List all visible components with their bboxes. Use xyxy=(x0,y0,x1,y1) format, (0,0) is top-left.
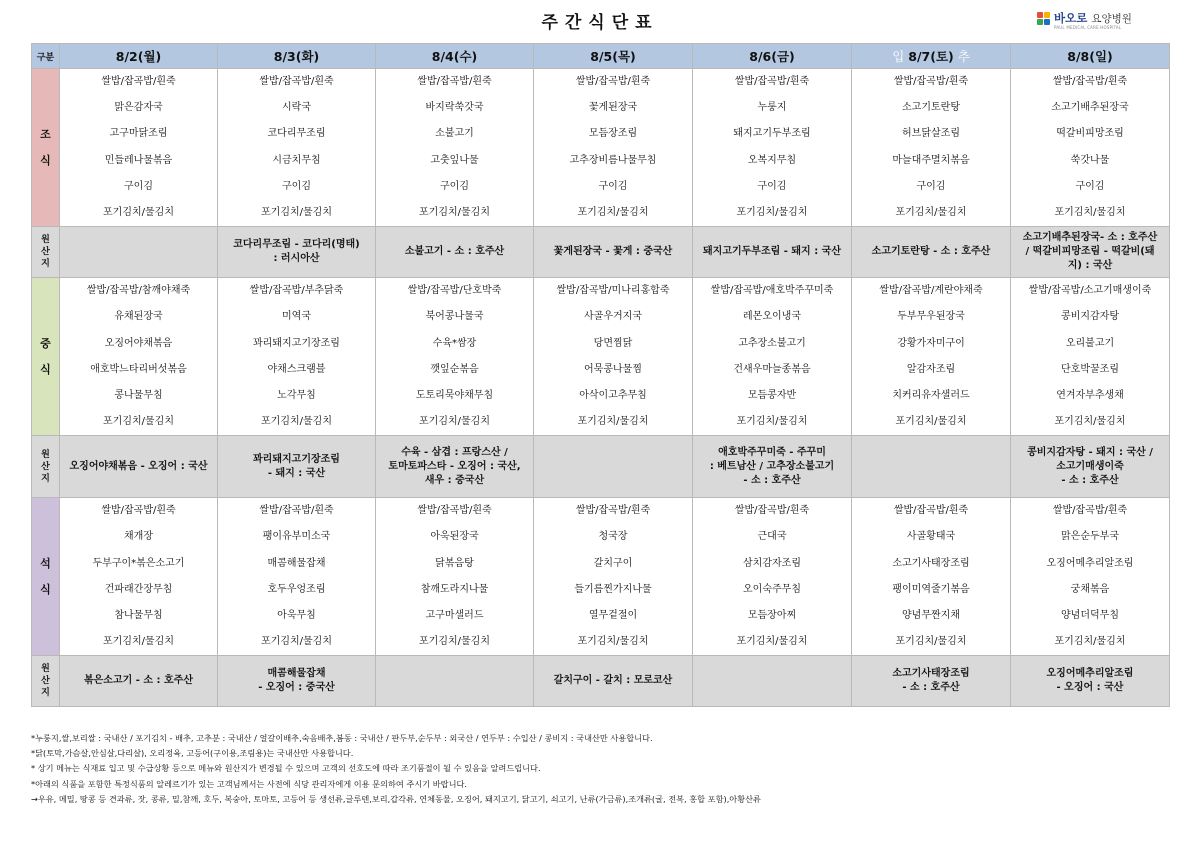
menu-item: 채개장 xyxy=(124,531,153,543)
lunch-day-cell xyxy=(1011,278,1170,436)
menu-item: 쌀밥/잡곡밥/흰죽 xyxy=(417,76,492,87)
menu-item: 구이김 xyxy=(440,180,469,192)
menu-item: 알감자조림 xyxy=(906,363,956,375)
menu-item: 미역국 xyxy=(282,311,311,323)
breakfast-origin-cell xyxy=(60,227,218,278)
menu-item: 포기김치/물김치 xyxy=(577,636,649,648)
lunch-origin-label xyxy=(32,436,60,498)
category-char: 식 xyxy=(40,362,51,376)
breakfast-origin-cell xyxy=(693,227,852,278)
menu-item: 노각무침 xyxy=(277,389,316,401)
menu-item: 마늘대주멸치볶음 xyxy=(892,154,970,166)
origin-label-char: 원 xyxy=(41,235,50,246)
menu-item: 근대국 xyxy=(757,531,787,543)
breakfast-day-cell xyxy=(852,69,1011,227)
menu-item: 고구마샐러드 xyxy=(425,610,484,621)
menu-item: 쌀밥/잡곡밥/흰죽 xyxy=(575,505,651,517)
dinner-origin-label xyxy=(32,656,60,707)
breakfast-origin-cell xyxy=(534,227,693,278)
origin-label-char: 산 xyxy=(41,461,50,472)
menu-item: 포기김치/물김치 xyxy=(419,416,490,428)
dinner-origin-cell xyxy=(376,656,534,707)
menu-item: 포기김치/물김치 xyxy=(419,206,490,218)
menu-item: 코다리무조림 xyxy=(267,128,326,140)
menu-item: 쌀밥/잡곡밥/흰죽 xyxy=(259,76,334,87)
lunch-day-cell xyxy=(534,278,693,436)
dinner-row xyxy=(32,498,1170,656)
dinner-origin-cell xyxy=(693,656,852,707)
dinner-origin-cell xyxy=(60,656,218,707)
menu-item: 사골황태국 xyxy=(906,531,956,543)
breakfast-day-cell xyxy=(1011,69,1170,227)
note-line: *누룽지,쌀,보리쌀 : 국내산 / 포기김치 - 배추, 고추분 : 국내산 / 얼갈이배추,숙음배추,봄동 : 국내산 / 판두부,순두부 : 외국산 / 연두부 : 수입산 / 콩비지 : 국내산만 사용합니다. xyxy=(31,733,653,743)
origin-line: 매콤해물잡채 xyxy=(267,668,326,680)
menu-item: 포기김치/물김치 xyxy=(1054,206,1126,218)
menu-item: 팽이미역줄기볶음 xyxy=(892,583,970,595)
menu-item: 사골우거지국 xyxy=(584,311,642,323)
menu-item: 구이김 xyxy=(282,180,311,192)
breakfast-category xyxy=(32,69,60,227)
origin-line: 수육 - 삼겹 : 프랑스산 / xyxy=(401,446,508,458)
menu-item: 모듬장아찌 xyxy=(747,610,797,621)
menu-item: 떡갈비피망조림 xyxy=(1056,128,1124,140)
logo-mark-icon xyxy=(1037,12,1051,26)
weekly-menu-table xyxy=(31,43,1170,707)
menu-item: 콩비지감자탕 xyxy=(1061,311,1119,323)
menu-item: 갈치구이 xyxy=(593,557,633,569)
menu-item: 쌀밥/잡곡밥/미나리홍합죽 xyxy=(556,285,670,297)
menu-item: 건새우마늘종볶음 xyxy=(733,363,811,375)
origin-label-char: 원 xyxy=(41,449,50,460)
menu-item: 구이김 xyxy=(124,180,153,192)
origin-line: 지) : 국산 xyxy=(1067,260,1113,272)
menu-item: 궁채볶음 xyxy=(1070,583,1110,595)
origin-line: - 오징어 : 국산 xyxy=(1056,682,1124,694)
menu-item: 구이김 xyxy=(916,180,946,192)
origin-label-char: 산 xyxy=(41,247,50,258)
day-header xyxy=(693,44,852,69)
origin-line: : 러시아산 xyxy=(273,253,320,265)
menu-item: 참깨도라지나물 xyxy=(420,583,489,595)
breakfast-origin-cell xyxy=(1011,227,1170,278)
menu-item: 삼치감자조림 xyxy=(743,557,801,569)
origin-line: 소고기토란탕 - 소 : 호주산 xyxy=(871,246,991,258)
day-header-label: 8/2(월) xyxy=(115,49,162,64)
menu-item: 깻잎순볶음 xyxy=(430,363,479,375)
menu-item: 쌀밥/잡곡밥/흰죽 xyxy=(1052,76,1128,87)
origin-line: 소고기매생이죽 xyxy=(1056,460,1124,472)
dinner-day-cell xyxy=(1011,498,1170,656)
menu-item: 모듬장조림 xyxy=(588,128,638,140)
menu-item: 소고기배추된장국 xyxy=(1051,102,1129,114)
menu-item: 포기김치/물김치 xyxy=(261,636,332,648)
menu-item: 강황가자미구이 xyxy=(897,337,965,349)
menu-item: 당면찜닭 xyxy=(593,337,633,349)
origin-line: 소고기사태장조림 xyxy=(892,668,970,680)
origin-line: 꽃게된장국 - 꽃게 : 중국산 xyxy=(553,246,673,258)
category-char: 식 xyxy=(40,582,51,596)
menu-item: 쌀밥/잡곡밥/애호박주꾸미죽 xyxy=(710,285,834,297)
menu-item: 오징어메추리알조림 xyxy=(1046,557,1134,569)
breakfast-day-cell xyxy=(376,69,534,227)
menu-item: 고추장비름나물무침 xyxy=(569,154,657,166)
menu-item: 오복지무침 xyxy=(747,154,797,166)
day-header xyxy=(376,44,534,69)
menu-item: 쌀밥/잡곡밥/흰죽 xyxy=(734,505,810,517)
menu-item: 포기김치/물김치 xyxy=(1054,636,1126,648)
header-row xyxy=(32,44,1170,69)
day-header xyxy=(852,44,1011,69)
breakfast-origin-cell xyxy=(852,227,1011,278)
origin-line: - 소 : 호주산 xyxy=(1061,474,1119,486)
origin-line: 갈치구이 - 갈치 : 모로코산 xyxy=(553,675,673,687)
note-line: * 상기 메뉴는 식재료 입고 및 수급상황 등으로 메뉴와 원산지가 변경될 수 있으며 고객의 선호도에 따라 조기품절이 될 수 있음을 알려드립니다. xyxy=(31,763,541,774)
menu-item: 닭볶음탕 xyxy=(435,557,474,569)
origin-label-char: 원 xyxy=(41,664,50,675)
menu-item: 구이김 xyxy=(1075,180,1105,192)
menu-item: 유채된장국 xyxy=(114,311,163,323)
menu-item: 꽃게된장국 xyxy=(588,102,638,114)
menu-item: 시락국 xyxy=(282,102,311,114)
dinner-origin-cell xyxy=(1011,656,1170,707)
menu-item: 레몬오이냉국 xyxy=(743,311,801,323)
breakfast-origin-cell xyxy=(218,227,376,278)
origin-line: 오징어야채볶음 - 오징어 : 국산 xyxy=(69,460,208,472)
menu-item: 건파래간장무침 xyxy=(104,583,173,595)
dinner-category xyxy=(32,498,60,656)
menu-item: 양념무짠지채 xyxy=(902,610,960,621)
menu-item: 쌀밥/잡곡밥/소고기매생이죽 xyxy=(1028,285,1152,297)
day-header xyxy=(534,44,693,69)
breakfast-day-cell xyxy=(534,69,693,227)
page-title: 주간식단표 xyxy=(541,13,659,33)
day-header-label: 8/8(일) xyxy=(1067,49,1113,64)
menu-item: 돼지고기두부조림 xyxy=(733,128,811,140)
menu-item: 양념더덕무침 xyxy=(1061,610,1119,621)
menu-item: 호두우엉조림 xyxy=(267,583,326,595)
origin-label-char: 지 xyxy=(41,688,50,699)
menu-item: 누룽지 xyxy=(757,102,787,114)
menu-item: 도토리묵야채무침 xyxy=(415,389,494,401)
menu-item: 두부무우된장국 xyxy=(897,311,965,323)
menu-item: 야채스크램블 xyxy=(267,363,326,375)
menu-item: 포기김치/물김치 xyxy=(261,206,332,218)
menu-item: 열무겉절이 xyxy=(588,610,638,621)
menu-item: 모듬콩자반 xyxy=(747,389,797,401)
day-header-label: 8/3(화) xyxy=(273,49,320,64)
day-header-label: 8/5(목) xyxy=(590,49,636,64)
origin-label-char: 지 xyxy=(41,259,50,270)
menu-item: 아삭이고추무침 xyxy=(579,389,647,401)
day-header xyxy=(218,44,376,69)
day-header-suffix: 추 xyxy=(957,49,970,64)
origin-line: / 떡갈비피망조림 - 떡갈비(돼 xyxy=(1025,246,1155,258)
day-header-label: 8/7(토) xyxy=(908,49,954,64)
menu-item: 아욱된장국 xyxy=(430,531,479,543)
lunch-day-cell xyxy=(60,278,218,436)
note-line: *아래의 식품을 포함한 특정식품의 알레르기가 있는 고객님께서는 사전에 식당 관리자에게 이용 문의하여 주시기 바랍니다. xyxy=(31,778,467,789)
menu-item: 연겨자부추생채 xyxy=(1056,389,1124,401)
lunch-origin-row xyxy=(32,436,1170,498)
lunch-category xyxy=(32,278,60,436)
origin-line: 코다리무조림 - 코다리(명태) xyxy=(233,239,360,251)
menu-item: 치커리유자샐러드 xyxy=(892,389,970,401)
menu-item: 포기김치/물김치 xyxy=(103,206,174,218)
day-header-label: 8/6(금) xyxy=(749,49,795,64)
menu-item: 맑은감자국 xyxy=(114,102,163,114)
menu-item: 쌀밥/잡곡밥/흰죽 xyxy=(893,505,969,517)
menu-item: 쑥갓나물 xyxy=(1070,154,1110,166)
lunch-day-cell xyxy=(376,278,534,436)
menu-item: 구이김 xyxy=(598,180,628,192)
origin-line: 소고기배추된장국- 소 : 호주산 xyxy=(1022,232,1158,244)
category-char: 식 xyxy=(40,153,51,167)
breakfast-row xyxy=(32,69,1170,227)
menu-item: 민들레나물볶음 xyxy=(104,154,173,166)
menu-item: 바지락쑥갓국 xyxy=(425,102,484,114)
dinner-day-cell xyxy=(218,498,376,656)
lunch-origin-cell xyxy=(218,436,376,498)
origin-line: 돼지고기두부조림 - 돼지 : 국산 xyxy=(703,246,841,258)
menu-item: 쌀밥/잡곡밥/흰죽 xyxy=(101,76,176,87)
menu-item: 쌀밥/잡곡밥/흰죽 xyxy=(417,505,492,517)
note-line: *닭(토막,가슴살,안심살,다리살), 오리정육, 고등어(구이용,조림용)는 국내산만 사용합니다. xyxy=(31,748,354,759)
menu-item: 소고기사태장조림 xyxy=(892,557,970,569)
header-corner: 구분 xyxy=(32,44,60,69)
menu-item: 두부구이*볶은소고기 xyxy=(92,557,185,569)
menu-item: 쌀밥/잡곡밥/흰죽 xyxy=(101,505,176,517)
origin-line: 오징어메추리알조림 xyxy=(1046,668,1134,680)
menu-item: 단호박꿀조림 xyxy=(1061,363,1119,375)
menu-item: 쌀밥/잡곡밥/흰죽 xyxy=(893,76,969,87)
origin-line: 소불고기 - 소 : 호주산 xyxy=(404,246,505,258)
origin-line: 볶은소고기 - 소 : 호주산 xyxy=(83,675,193,687)
dinner-origin-cell xyxy=(534,656,693,707)
origin-label-char: 지 xyxy=(41,473,50,484)
breakfast-origin-cell xyxy=(376,227,534,278)
origin-line: - 소 : 호주산 xyxy=(743,474,801,486)
menu-item: 쌀밥/잡곡밥/계란야채죽 xyxy=(879,285,983,297)
menu-item: 포기김치/물김치 xyxy=(895,206,967,218)
menu-item: 포기김치/물김치 xyxy=(895,636,967,648)
menu-item: 쌀밥/잡곡밥/부추닭죽 xyxy=(249,285,344,297)
menu-item: 쌀밥/잡곡밥/단호박죽 xyxy=(407,285,502,297)
day-header xyxy=(1011,44,1170,69)
lunch-origin-cell xyxy=(693,436,852,498)
origin-line: - 소 : 호주산 xyxy=(902,682,960,694)
menu-item: 포기김치/물김치 xyxy=(895,416,967,428)
menu-item: 포기김치/물김치 xyxy=(103,636,174,648)
logo-name-sub: 요양병원 xyxy=(1091,13,1132,25)
menu-item: 맑은순두부국 xyxy=(1061,531,1119,543)
origin-line: - 오징어 : 중국산 xyxy=(258,682,335,694)
menu-item: 아욱무침 xyxy=(277,610,316,621)
menu-item: 허브닭살조림 xyxy=(902,128,960,140)
lunch-day-cell xyxy=(693,278,852,436)
notes-section xyxy=(31,731,1171,807)
dinner-origin-cell xyxy=(218,656,376,707)
menu-item: 어묵콩나물찜 xyxy=(584,363,642,375)
logo-name-main: 바오로 xyxy=(1054,11,1088,25)
day-header-prefix: 입 xyxy=(892,49,905,64)
menu-item: 쌀밥/잡곡밥/참깨야채죽 xyxy=(86,285,191,297)
category-char: 석 xyxy=(40,556,51,570)
menu-item: 쌀밥/잡곡밥/흰죽 xyxy=(259,505,334,517)
origin-line: 콩비지감자탕 - 돼지 : 국산 / xyxy=(1027,446,1153,458)
logo-english-name: PAUL MEDICAL CARE HOSPITAL xyxy=(1054,25,1122,30)
breakfast-day-cell xyxy=(218,69,376,227)
menu-item: 오리불고기 xyxy=(1065,337,1115,349)
menu-item: 포기김치/물김치 xyxy=(736,416,808,428)
menu-item: 팽이유부미소국 xyxy=(262,531,331,543)
hospital-logo xyxy=(1037,9,1157,33)
origin-label-char: 산 xyxy=(41,676,50,687)
menu-item: 애호박느타리버섯볶음 xyxy=(90,363,187,375)
lunch-origin-cell xyxy=(1011,436,1170,498)
category-char: 조 xyxy=(40,127,51,141)
category-char: 중 xyxy=(40,336,51,350)
dinner-day-cell xyxy=(534,498,693,656)
breakfast-origin-label xyxy=(32,227,60,278)
lunch-day-cell xyxy=(852,278,1011,436)
menu-item: 매콤해물잡채 xyxy=(267,557,326,569)
menu-item: 꽈리돼지고기장조림 xyxy=(253,337,340,349)
origin-line: - 돼지 : 국산 xyxy=(267,467,326,479)
dinner-day-cell xyxy=(852,498,1011,656)
lunch-origin-cell xyxy=(534,436,693,498)
menu-item: 쌀밥/잡곡밥/흰죽 xyxy=(575,76,651,87)
menu-item: 포기김치/물김치 xyxy=(577,416,649,428)
menu-item: 쌀밥/잡곡밥/흰죽 xyxy=(734,76,810,87)
origin-line: : 베트남산 / 고추장소불고기 xyxy=(709,460,835,472)
lunch-origin-cell xyxy=(852,436,1011,498)
dinner-day-cell xyxy=(376,498,534,656)
menu-item: 고춧잎나물 xyxy=(430,154,479,166)
menu-item: 고구마닭조림 xyxy=(109,128,168,140)
menu-item: 북어콩나물국 xyxy=(425,311,484,323)
menu-item: 포기김치/물김치 xyxy=(577,206,649,218)
menu-item: 오이숙주무침 xyxy=(743,583,801,595)
lunch-day-cell xyxy=(218,278,376,436)
menu-item: 소고기토란탕 xyxy=(902,102,960,114)
menu-item: 시금치무침 xyxy=(272,154,321,166)
menu-item: 오징어야채볶음 xyxy=(104,337,173,349)
menu-item: 포기김치/물김치 xyxy=(103,416,174,428)
breakfast-day-cell xyxy=(693,69,852,227)
menu-item: 포기김치/물김치 xyxy=(736,206,808,218)
origin-line: 애호박주꾸미죽 - 주꾸미 xyxy=(718,446,826,458)
dinner-origin-row xyxy=(32,656,1170,707)
note-line: →우유, 메밀, 땅콩 등 견과류, 잣, 콩류, 밀,참깨, 호두, 복숭아, 토마토, 고등어 등 생선류,글루텐,보리,갑각류, 연체동물, 오징어, 돼지고기, 닭고기, 쇠고기, 난류(가금류),조개류(굴, 전복, 홍합 포함),아황산류 xyxy=(31,793,761,804)
origin-line: 토마토파스타 - 오징어 : 국산, xyxy=(388,460,521,472)
menu-item: 쌀밥/잡곡밥/흰죽 xyxy=(1052,505,1128,517)
origin-line: 새우 : 중국산 xyxy=(424,474,485,486)
menu-item: 들기름찐가지나물 xyxy=(574,583,652,595)
menu-item: 포기김치/물김치 xyxy=(261,416,332,428)
dinner-origin-cell xyxy=(852,656,1011,707)
lunch-origin-cell xyxy=(376,436,534,498)
dinner-day-cell xyxy=(693,498,852,656)
menu-item: 포기김치/물김치 xyxy=(419,636,490,648)
menu-item: 수육*쌈장 xyxy=(432,337,477,349)
menu-item: 포기김치/물김치 xyxy=(736,636,808,648)
breakfast-origin-row xyxy=(32,227,1170,278)
menu-item: 참나물무침 xyxy=(114,610,163,621)
logo-name xyxy=(1054,10,1132,26)
origin-line: 꽈리돼지고기장조림 xyxy=(253,453,340,465)
menu-item: 소불고기 xyxy=(435,128,474,140)
menu-item: 포기김치/물김치 xyxy=(1054,416,1126,428)
dinner-day-cell xyxy=(60,498,218,656)
lunch-row xyxy=(32,278,1170,436)
menu-item: 청국장 xyxy=(598,531,628,543)
day-header-label: 8/4(수) xyxy=(431,49,478,64)
menu-item: 구이김 xyxy=(757,180,787,192)
day-header xyxy=(60,44,218,69)
breakfast-day-cell xyxy=(60,69,218,227)
menu-item: 고추장소불고기 xyxy=(738,337,806,349)
menu-item: 콩나물무침 xyxy=(114,389,163,401)
lunch-origin-cell xyxy=(60,436,218,498)
